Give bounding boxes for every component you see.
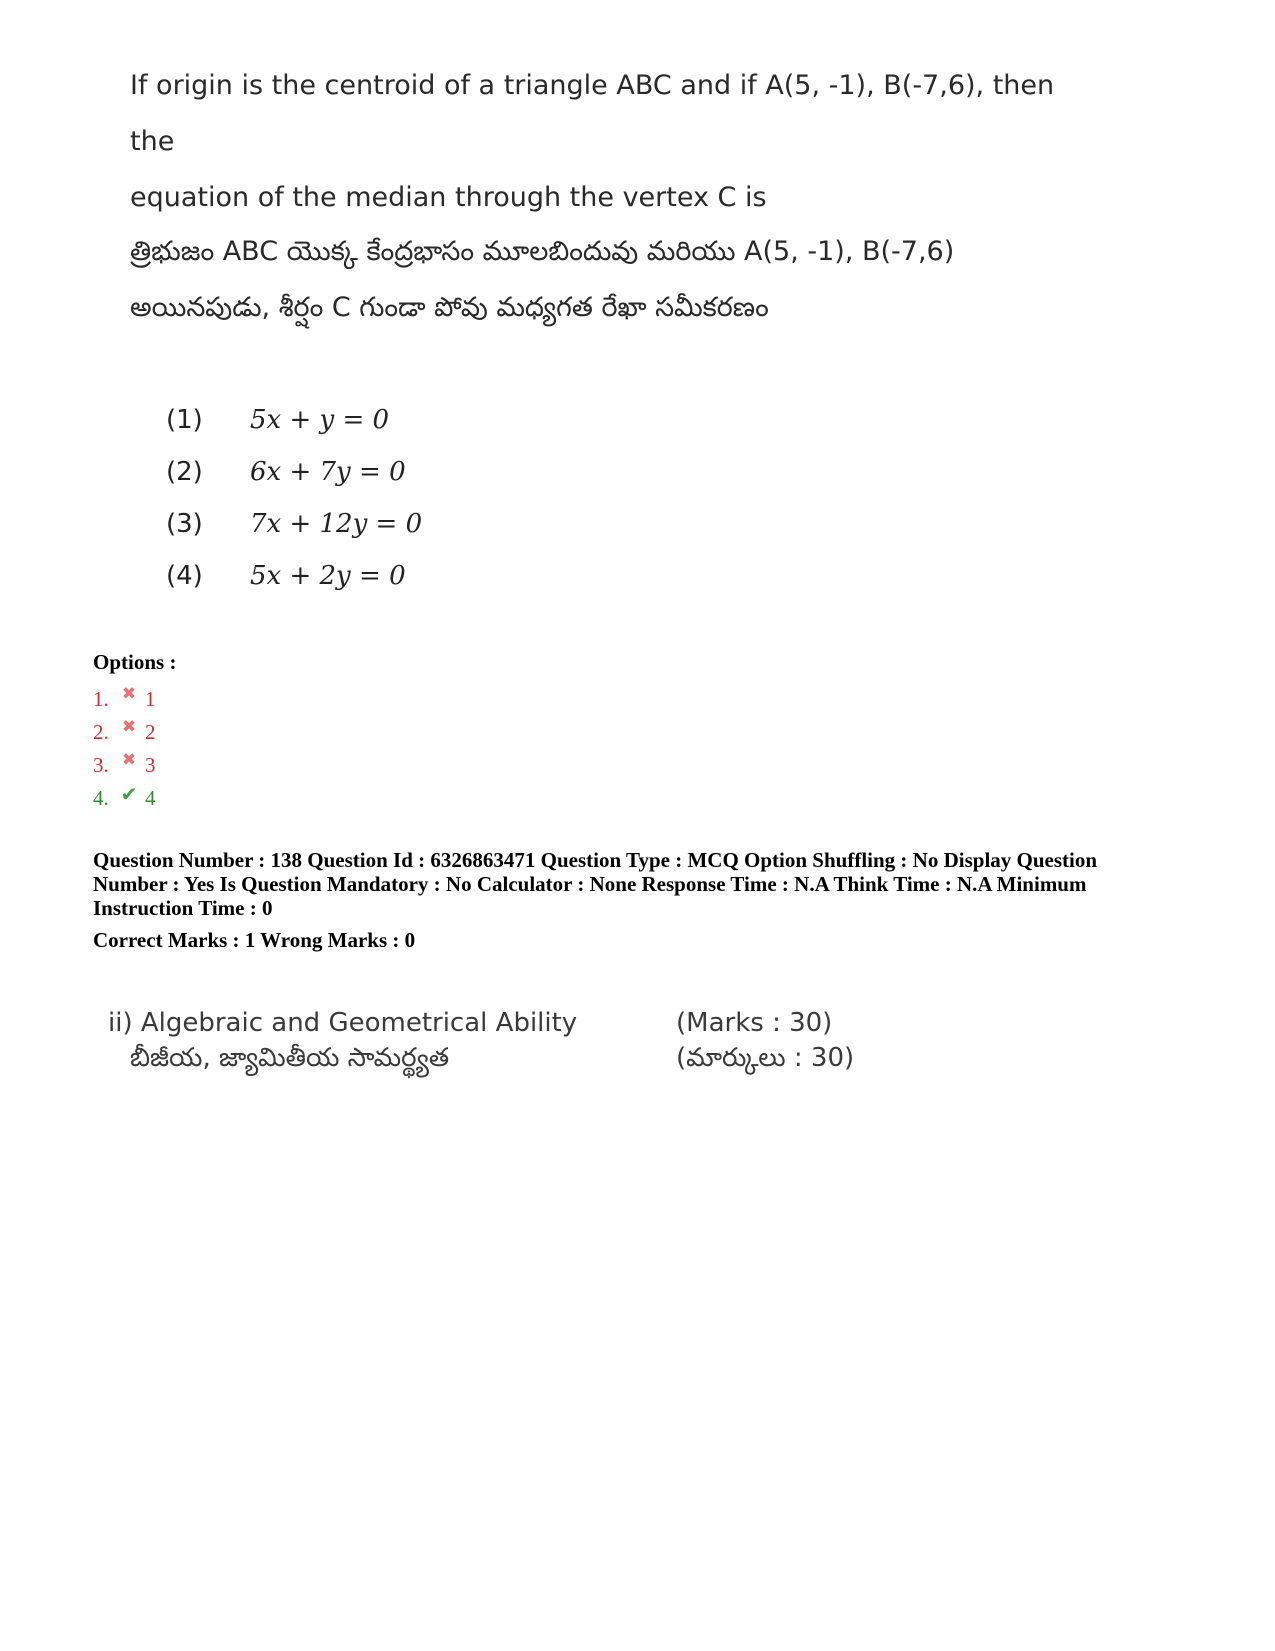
question-telugu-line-2: అయినపుడు, శీర్షం C గుండా పోవు మధ్యగత రేఖా సమీకరణం — [130, 292, 769, 323]
option-index: 1. — [93, 687, 109, 711]
option-value: 1 — [145, 687, 156, 711]
check-icon: ✔ — [120, 784, 138, 806]
question-text-telugu — [130, 224, 1090, 336]
section-marks-english: (Marks : 30) — [676, 1008, 833, 1038]
question-metadata — [93, 848, 1173, 952]
choice-4 — [166, 550, 422, 602]
question-line-1: If origin is the centroid of a triangle ABC and if A(5, -1), B(-7,6), then the — [130, 70, 1055, 157]
section-row-english — [108, 1004, 1008, 1042]
section-row-telugu — [108, 1042, 1008, 1080]
choice-number: (3) — [166, 509, 203, 539]
choice-number: (4) — [166, 561, 203, 591]
section-title-english: ii) Algebraic and Geometrical Ability — [108, 1008, 578, 1038]
options-title: Options : — [93, 650, 177, 674]
option-value: 2 — [145, 720, 156, 744]
section-title-telugu: బీజీయ, జ్యామితీయ సామర్థ్యత — [130, 1043, 450, 1073]
option-index: 2. — [93, 720, 109, 744]
question-text-english — [130, 58, 1090, 226]
choice-2 — [166, 446, 422, 498]
option-item — [93, 716, 176, 749]
choice-number: (2) — [166, 457, 203, 487]
choice-equation: 6x + 7y = 0 — [250, 457, 406, 487]
option-item — [93, 749, 176, 782]
cross-icon: ✖ — [121, 749, 137, 769]
option-index: 4. — [93, 786, 109, 810]
cross-icon: ✖ — [121, 716, 137, 736]
option-value: 4 — [145, 786, 156, 810]
cross-icon: ✖ — [121, 683, 137, 703]
choice-number: (1) — [166, 405, 203, 435]
choice-3 — [166, 498, 422, 550]
question-details: Question Number : 138 Question Id : 6326863471 Question Type : MCQ Option Shuffling : No Display Question Number : Yes Is Question Mandatory : No Calculator : None Response Time : N.A Think Time : N.A Minimum Instruction Time : 0 — [93, 848, 1098, 920]
option-item — [93, 683, 176, 716]
option-index: 3. — [93, 753, 109, 777]
choice-equation: 7x + 12y = 0 — [250, 509, 423, 539]
section-marks-telugu: (మార్కులు : 30) — [676, 1043, 855, 1073]
option-item — [93, 782, 176, 815]
choice-equation: 5x + y = 0 — [250, 405, 390, 435]
question-telugu-line-1: త్రిభుజం ABC యొక్క కేంద్రభాసం మూలబిందువు మరియు A(5, -1), B(-7,6) — [130, 236, 955, 267]
section-header — [108, 1004, 1008, 1080]
option-value: 3 — [145, 753, 156, 777]
choice-1 — [166, 394, 422, 446]
marks-line: Correct Marks : 1 Wrong Marks : 0 — [93, 928, 416, 952]
options-list — [93, 650, 176, 815]
question-line-2: equation of the median through the vertex C is — [130, 182, 767, 213]
choice-equation: 5x + 2y = 0 — [250, 561, 406, 591]
answer-choices — [166, 394, 422, 602]
